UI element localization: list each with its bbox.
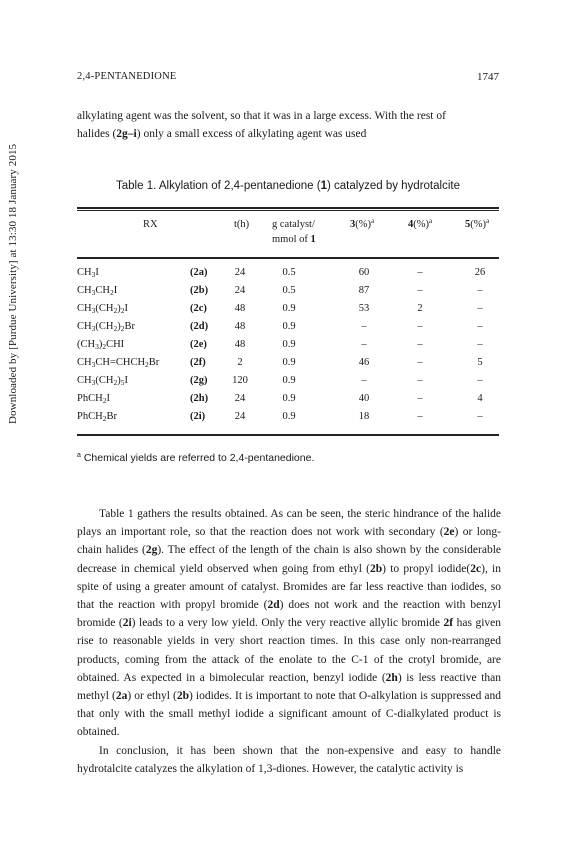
catalyst-value: 0.5: [282, 285, 296, 296]
compound-id: (2d): [190, 321, 209, 332]
rx-formula: $CH_3CH=CHCH_2Br$: [77, 357, 160, 369]
intro-line-2a: halides (: [77, 128, 117, 140]
yield-3-value: 40: [358, 393, 370, 404]
intro-compound-ref: 2g–i: [116, 128, 137, 140]
body-text: [77, 505, 501, 778]
catalyst-value: 0.9: [282, 375, 296, 386]
yield-5-value: 5: [477, 357, 483, 368]
time-value: 48: [234, 321, 246, 332]
yield-3-value: 60: [358, 267, 370, 278]
page-number: 1747: [477, 71, 499, 83]
rx-formula: $(CH_3)_2CHI$: [77, 339, 125, 351]
catalyst-value: 0.9: [282, 339, 296, 350]
header-yield-5: 5(%)$^a$: [465, 217, 490, 230]
yield-4-value: –: [417, 339, 423, 350]
time-value: 48: [234, 339, 246, 350]
header-time: t(h): [234, 219, 250, 230]
yield-4-value: –: [417, 285, 423, 296]
rx-formula: $CH_3(CH_2)_2I$: [77, 303, 128, 315]
catalyst-value: 0.9: [282, 321, 296, 332]
time-value: 24: [234, 285, 246, 296]
yield-4-value: –: [417, 267, 423, 278]
yield-3-value: 18: [358, 411, 370, 422]
time-value: 24: [234, 411, 246, 422]
compound-id: (2b): [190, 285, 209, 296]
yield-5-value: –: [477, 375, 483, 386]
rx-formula: PhCH$_2$Br: [77, 411, 117, 423]
yield-3-value: 53: [358, 303, 370, 314]
time-value: 2: [237, 357, 243, 368]
header-yield-3: 3(%)$^a$: [350, 217, 375, 230]
yield-4-value: 2: [417, 303, 423, 314]
yield-4-value: –: [417, 321, 423, 332]
header-yield-4: 4(%)$^a$: [408, 217, 433, 230]
time-value: 24: [234, 267, 246, 278]
compound-id: (2e): [190, 339, 207, 350]
catalyst-value: 0.9: [282, 303, 296, 314]
catalyst-value: 0.9: [282, 411, 296, 422]
rx-formula: $CH_3CH_2I$: [77, 285, 118, 297]
table-bottom-rule: [77, 434, 499, 436]
table-header-rule: [77, 257, 499, 259]
compound-id: (2h): [190, 393, 209, 404]
rx-formula: $CH_3I$: [77, 267, 99, 279]
rx-formula: $CH_3(CH_2)_5I$: [77, 375, 128, 387]
yield-3-value: –: [361, 339, 367, 350]
rx-formula: $CH_3(CH_2)_2Br$: [77, 321, 135, 333]
yield-5-value: –: [477, 339, 483, 350]
yield-3-value: 87: [358, 285, 370, 296]
yield-4-value: –: [417, 357, 423, 368]
running-title: 2,4-PENTANEDIONE: [77, 71, 177, 82]
yield-5-value: 26: [474, 267, 486, 278]
table-top-rule: [77, 207, 499, 209]
results-paragraph: Table 1 gathers the results obtained. As can be seen, the steric hindrance of the halide plays an important role, so that the reaction does not work with secondary (2e) or long-chain halides (2g). The effect of the length of the chain is also shown by the considerable decrease in chemical yield observed when going from ethyl (2b) to propyl iodide(2c), in spite of using a greater amount of catalyst. Bromides are far less reactive than iodides, so that the reaction with propyl bromide (2d) does not work and the reaction with benzyl bromide (2i) leads to a very low yield. Only the very reactive allylic bromide 2f has given rise to reasonable yields in very short reaction times. In this case only non-rearranged products, coming from the attack of the enolate to the C-1 of the crotyl bromide, are obtained. As expected in a bimolecular reaction, benzyl iodide (2h) is less reactive than methyl (2a) or ethyl (2b) iodides. It is important to note that O-alkylation is suppressed and that only with the small methyl iodide a significant amount of C-dialkylated product is obtained.: [77, 508, 502, 739]
time-value: 48: [234, 303, 246, 314]
intro-line-1: alkylating agent was the solvent, so that it was in a large excess. With the rest of: [77, 110, 446, 122]
table-footnote: $^a$ Chemical yields are referred to 2,4-pentanedione.: [77, 452, 315, 464]
compound-id: (2i): [190, 411, 206, 422]
rx-formula: PhCH$_2$I: [77, 393, 110, 405]
compound-id: (2g): [190, 375, 208, 386]
header-catalyst: g catalyst/ mmol of 1: [272, 219, 316, 245]
time-value: 24: [234, 393, 246, 404]
time-value: 120: [232, 375, 248, 386]
header-rx: RX: [143, 219, 158, 230]
conclusion-paragraph: In conclusion, it has been shown that the non-expensive and easy to handle hydrotalcite catalyzes the alkylation of 1,3-diones. However, the catalytic activity is: [77, 744, 501, 775]
intro-line-2b: ) only a small excess of alkylating agent was used: [136, 128, 367, 140]
compound-id: (2c): [190, 303, 207, 314]
yield-4-value: –: [417, 411, 423, 422]
catalyst-value: 0.5: [282, 267, 296, 278]
yield-5-value: –: [477, 321, 483, 332]
yield-3-value: 46: [358, 357, 370, 368]
yield-3-value: –: [361, 375, 367, 386]
catalyst-value: 0.9: [282, 393, 296, 404]
yield-3-value: –: [361, 321, 367, 332]
download-notice-text: Downloaded by [Purdue University] at 13:30 18 January 2015: [7, 143, 19, 424]
yield-5-value: –: [477, 285, 483, 296]
yield-4-value: –: [417, 393, 423, 404]
yield-4-value: –: [417, 375, 423, 386]
yield-5-value: –: [477, 303, 483, 314]
intro-paragraph: [77, 107, 501, 143]
catalyst-value: 0.9: [282, 357, 296, 368]
table-top-rule-inner: [77, 210, 499, 211]
yield-5-value: 4: [477, 393, 483, 404]
compound-id: (2f): [190, 357, 206, 368]
table-caption: Table 1. Alkylation of 2,4-pentanedione (1) catalyzed by hydrotalcite: [116, 180, 460, 192]
compound-id: (2a): [190, 267, 208, 278]
yield-5-value: –: [477, 411, 483, 422]
